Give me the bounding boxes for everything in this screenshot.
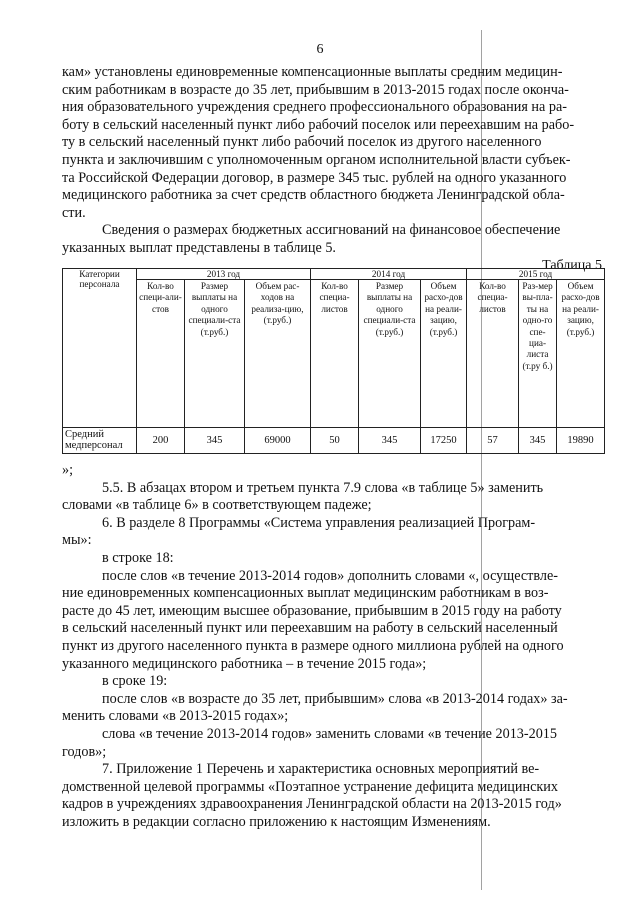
year-header-2014: 2014 год: [311, 269, 467, 280]
text-line: в сельский населенный пункт или переехавшим на работу в сельский населенный: [62, 620, 558, 637]
text-line: Сведения о размерах бюджетных ассигнований на финансовое обеспечение: [102, 222, 561, 238]
cell: 345: [359, 428, 421, 454]
cell: 200: [137, 428, 185, 454]
text-line: годов»;: [62, 743, 107, 760]
subheader-expenses-2013: Объем рас-ходов на реализа-цию, (т.руб.): [245, 280, 311, 428]
cell: 19890: [557, 428, 605, 454]
year-header-2013: 2013 год: [137, 269, 311, 280]
text-line: слова «в течение 2013-2014 годов» заменить словами «в течение 2013-2015: [102, 725, 557, 742]
cell: 17250: [421, 428, 467, 454]
table-caption: Таблица 5: [542, 258, 602, 273]
text-line: в сроке 19:: [102, 673, 168, 690]
subheader-payment-2015: Раз-мер вы-пла-ты на одно-го спе-циа-листа (т.ру б.): [519, 280, 557, 428]
cell: 57: [467, 428, 519, 454]
paragraph-budget-info: [62, 222, 602, 257]
subheader-count-2015: Кол-во специа-листов: [467, 280, 519, 428]
cell: 69000: [245, 428, 311, 454]
text-line: »;: [62, 462, 74, 478]
cell: 345: [185, 428, 245, 454]
subheader-payment-2013: Размер выплаты на одного специали-ста (т.руб.): [185, 280, 245, 428]
text-line: кадров в учреждениях здравоохранения Ленинградской области на 2013-2015 год»: [62, 796, 562, 813]
text-line: та Российской Федерации договор, в размере 345 тыс. рублей на одного указанного: [62, 169, 567, 186]
text-line: расте до 45 лет, имеющим высшее образование, прибывшим в 2015 году на работу: [62, 602, 562, 619]
table-row: [63, 428, 605, 454]
subheader-payment-2014: Размер выплаты на одного специали-ста (т.руб.): [359, 280, 421, 428]
budget-table: [62, 268, 605, 454]
text-line: ние единовременных компенсационных выплат медицинским работникам в воз-: [62, 585, 549, 602]
text-line: медицинского работника за счет средств областного бюджета Ленинградской обла-: [62, 187, 565, 204]
amendments-text: [62, 462, 602, 831]
text-line: 5.5. В абзацах втором и третьем пункта 7.9 слова «в таблице 5» заменить: [102, 479, 544, 496]
subheader-count-2013: Кол-во специ-али-стов: [137, 280, 185, 428]
text-line: указанного медицинского работника – в течение 2015 года»;: [62, 655, 427, 672]
text-line: мы»:: [62, 532, 92, 549]
text-line: пункта и заключившим с уполномоченным органом исполнительной власти субъек-: [62, 151, 571, 168]
row-category: Средний медперсонал: [63, 428, 137, 454]
text-line: указанных выплат представлены в таблице 5.: [62, 239, 336, 256]
text-line: после слов «в возрасте до 35 лет, прибывшим» слова «в 2013-2014 годах» за-: [102, 690, 568, 707]
text-line: ским работникам в возрасте до 35 лет, прибывшим в 2013-2015 годах после оконча-: [62, 81, 569, 98]
category-header: Категории персонала: [63, 269, 137, 428]
text-line: 6. В разделе 8 Программы «Система управления реализацией Програм-: [102, 514, 536, 531]
text-line: домственной целевой программы «Поэтапное устранение дефицита медицинских: [62, 778, 558, 795]
year-header-2015: 2015 год: [467, 269, 605, 280]
cell: 50: [311, 428, 359, 454]
subheader-count-2014: Кол-во специа-листов: [311, 280, 359, 428]
text-line: словами «в таблице 6» в соответствующем падеже;: [62, 497, 372, 514]
text-line: сти.: [62, 204, 86, 221]
subheader-expenses-2015: Объем расхо-дов на реали-зацию, (т.руб.): [557, 280, 605, 428]
text-line: менить словами «в 2013-2015 годах»;: [62, 708, 289, 725]
text-line: пункт из другого населенного пункта в размере одного миллиона рублей на одного: [62, 637, 564, 654]
cell: 345: [519, 428, 557, 454]
text-line: боту в сельский населенный пункт либо рабочий поселок или переехавшим на рабо-: [62, 116, 575, 133]
page-number: 6: [316, 42, 324, 57]
text-line: в строке 18:: [102, 549, 174, 566]
subheader-expenses-2014: Объем расхо-дов на реали-зацию, (т.руб.): [421, 280, 467, 428]
text-line: после слов «в течение 2013-2014 годов» дополнить словами «, осуществле-: [102, 567, 558, 584]
text-line: ту в сельский населенный пункт либо рабочий поселок из другого населенного: [62, 134, 542, 151]
text-line: кам» установлены единовременные компенсационные выплаты средним медицин-: [62, 64, 563, 80]
text-line: 7. Приложение 1 Перечень и характеристика основных мероприятий ве-: [102, 761, 540, 778]
text-line: ния образовательного учреждения среднего профессионального образования на ра-: [62, 99, 567, 116]
text-line: изложить в редакции согласно приложению к настоящим Изменениям.: [62, 813, 491, 830]
paragraph-intro: [62, 64, 602, 222]
